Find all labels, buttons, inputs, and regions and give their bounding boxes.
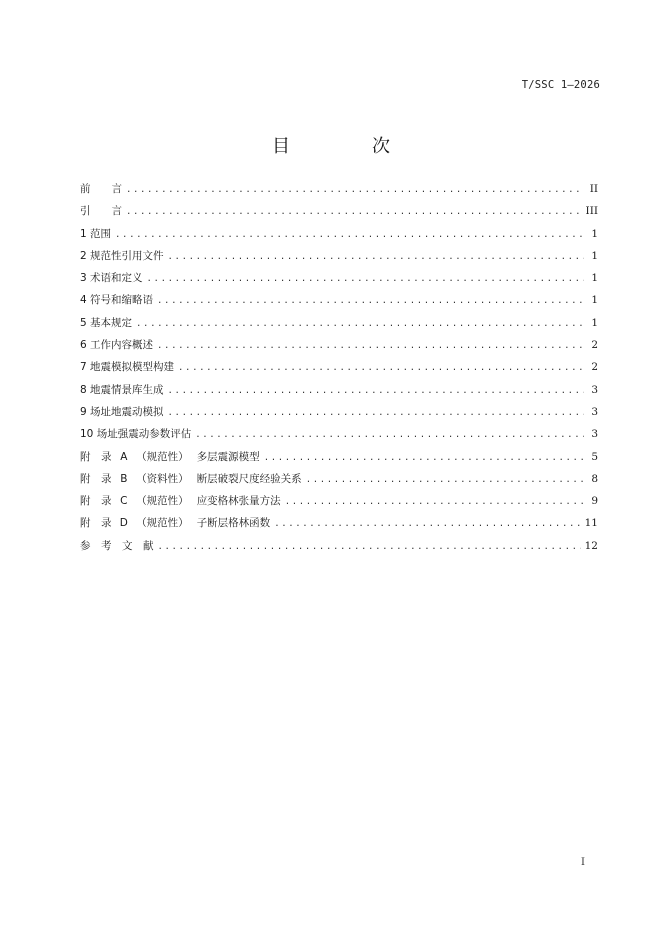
annex-prefix: 附 录 [80,450,112,463]
leader-dots [147,270,584,288]
toc-entry-label: 3 术语和定义 [80,272,143,285]
annex-title: 断层破裂尺度经验关系 [196,472,302,485]
leader-dots [306,471,584,489]
toc-entry-ground-motion-simulation[interactable] [80,403,598,425]
annex-prefix: 附 录 [80,495,112,508]
annex-prefix: 附 录 [80,517,112,530]
leader-dots [178,359,584,377]
toc-entry-page: 3 [591,405,598,418]
annex-letter: C [120,495,128,508]
toc-entry-label [80,492,281,510]
toc-entry-basic-provisions[interactable] [80,314,598,336]
annex-letter: B [120,472,128,485]
toc-entry-page: 11 [584,517,598,530]
toc-entry-references[interactable] [80,537,598,559]
annex-type: （规范性） [136,495,189,508]
toc-entry-label: 前 言 [80,183,122,195]
annex-letter: A [120,450,128,463]
toc-entry-page: 1 [591,227,598,240]
annex-type: （规范性） [136,450,189,463]
leader-dots [264,449,584,467]
annex-prefix: 附 录 [80,472,112,485]
toc-entry-page: 3 [591,428,598,441]
leader-dots [168,382,584,400]
leader-dots [274,515,580,533]
toc-entry-annex-c[interactable] [80,492,598,514]
toc-entry-page: III [585,205,598,218]
toc-entry-label [80,448,260,466]
toc-entry-symbols-abbreviations[interactable] [80,291,598,313]
toc-entry-label: 参 考 文 献 [80,539,154,552]
annex-title: 子断层格林函数 [196,517,271,530]
toc-entry-page: II [589,183,598,195]
toc-entry-label: 引 言 [80,205,122,218]
toc-entry-parameter-evaluation[interactable] [80,425,598,447]
toc-entry-normative-references[interactable] [80,247,598,269]
annex-letter: D [119,517,128,530]
annex-title: 应变格林张量方法 [196,495,281,508]
toc-entry-scope[interactable] [80,225,598,247]
leader-dots [168,404,584,422]
leader-dots [115,226,584,244]
leader-dots [126,203,582,221]
toc-entry-label [80,470,302,488]
toc-entry-annex-b[interactable] [80,470,598,492]
toc-entry-page: 8 [591,472,598,485]
annex-title: 多层震源模型 [196,450,260,463]
toc-entry-foreword[interactable] [80,180,598,202]
toc-entry-label: 9 场址地震动模拟 [80,405,164,418]
leader-dots [126,181,584,199]
toc-entry-page: 1 [591,316,598,329]
leader-dots [158,538,581,556]
toc-entry-page: 2 [591,361,598,374]
toc-entry-label: 6 工作内容概述 [80,339,154,352]
toc-entry-label [80,514,270,532]
leader-dots [168,248,584,266]
toc-entry-label: 8 地震情景库生成 [80,383,164,396]
toc-entry-label: 5 基本规定 [80,316,133,329]
toc-entry-page: 1 [591,249,598,262]
annex-type: （资料性） [136,472,189,485]
document-code: T/SSC 1—2026 [521,79,600,91]
toc-entry-label: 7 地震模拟模型构建 [80,361,175,374]
toc-entry-model-construction[interactable] [80,358,598,380]
leader-dots [157,337,584,355]
table-of-contents [80,180,598,559]
toc-entry-page: 3 [591,383,598,396]
toc-entry-introduction[interactable] [80,202,598,224]
annex-type: （规范性） [136,517,189,530]
toc-entry-annex-d[interactable] [80,514,598,536]
toc-entry-scenario-library[interactable] [80,381,598,403]
toc-entry-annex-a[interactable] [80,448,598,470]
toc-entry-label: 10 场址强震动参数评估 [80,428,192,441]
toc-entry-label: 2 规范性引用文件 [80,249,164,262]
toc-entry-page: 1 [591,294,598,307]
toc-title: 目 次 [272,136,422,157]
leader-dots [285,493,584,511]
toc-entry-page: 9 [591,495,598,508]
toc-entry-label: 1 范围 [80,227,112,240]
toc-entry-page: 5 [591,450,598,463]
toc-entry-work-overview[interactable] [80,336,598,358]
toc-entry-label: 4 符号和缩略语 [80,294,154,307]
leader-dots [195,426,584,444]
leader-dots [136,315,584,333]
toc-entry-page: 12 [584,539,598,552]
toc-entry-terms-definitions[interactable] [80,269,598,291]
leader-dots [157,292,584,310]
page-number: I [581,857,585,868]
toc-entry-page: 1 [591,272,598,285]
toc-entry-page: 2 [591,339,598,352]
